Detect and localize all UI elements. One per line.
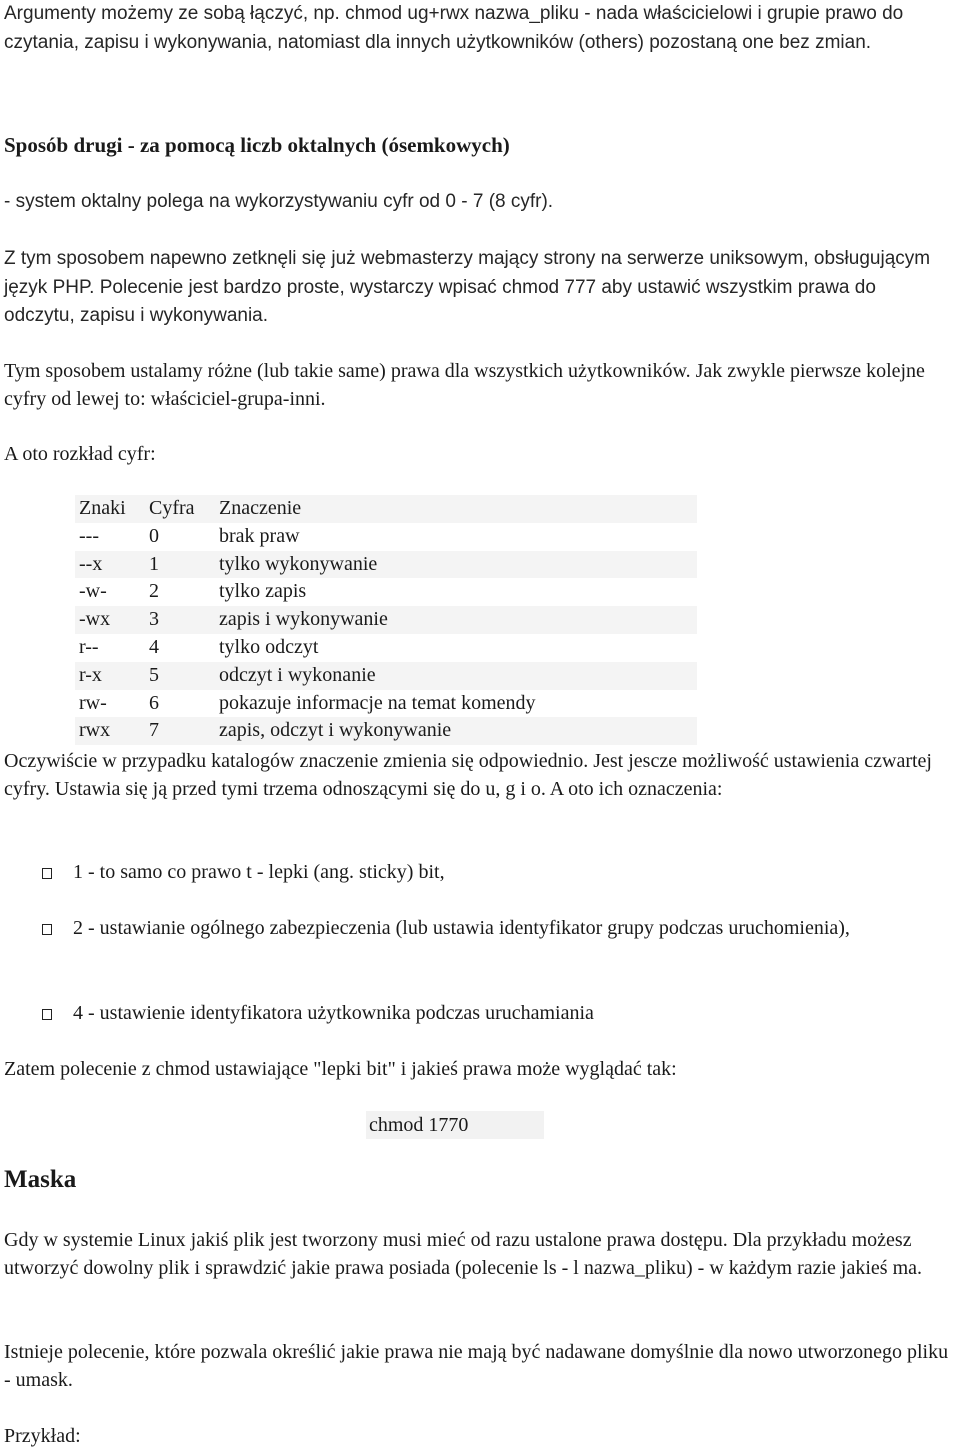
table-cell: tylko wykonywanie <box>215 551 697 579</box>
table-row <box>75 634 697 662</box>
table-cell: -wx <box>75 606 145 634</box>
table-cell: rwx <box>75 717 145 745</box>
table-row <box>75 662 697 690</box>
order-paragraph: Tym sposobem ustalamy różne (lub takie same) prawa dla wszystkich użytkowników. Jak zwykle pierwsze kolejne cyfry od lewej to: właściciel-grupa-inni. <box>4 360 925 410</box>
table-row <box>75 606 697 634</box>
table-cell: 7 <box>145 717 215 745</box>
list-item-text: 4 - ustawienie identyfikatora użytkownika podczas uruchamiania <box>73 1002 594 1024</box>
square-bullet-icon <box>42 1009 52 1020</box>
section-heading-octal: Sposób drugi - za pomocą liczb oktalnych (ósemkowych) <box>4 133 510 157</box>
table-cell: 3 <box>145 606 215 634</box>
table-cell: 0 <box>145 523 215 551</box>
octal-definition: - system oktalny polega na wykorzystywaniu cyfr od 0 - 7 (8 cyfr). <box>4 191 554 212</box>
example-label: Przykład: <box>4 1425 81 1447</box>
table-header-row <box>75 495 697 523</box>
after-table-paragraph: Oczywiście w przypadku katalogów znaczenie zmienia się odpowiednio. Jest jescze możliwość ustawienia czwartej cyfry. Ustawia się ją przed tymi trzema odnoszącymi się do u, g i o. A oto ich oznaczenia: <box>4 750 932 800</box>
table-row <box>75 690 697 718</box>
table-cell: --x <box>75 551 145 579</box>
linux-paragraph: Gdy w systemie Linux jakiś plik jest tworzony musi mieć od razu ustalone prawa dostępu. Dla przykładu możesz utworzyć dowolny plik i sprawdzić jakie prawa posiada (polecenie ls - l nazwa_pliku) - w każdym razie jakieś ma. <box>4 1229 923 1279</box>
code-example: chmod 1770 <box>366 1111 544 1139</box>
table-cell: rw- <box>75 690 145 718</box>
table-intro: A oto rozkład cyfr: <box>4 443 156 465</box>
table-cell: pokazuje informacje na temat komendy <box>215 690 697 718</box>
table-header-cell: Znaczenie <box>215 495 697 523</box>
table-cell: r-x <box>75 662 145 690</box>
table-cell: zapis, odczyt i wykonywanie <box>215 717 697 745</box>
table-cell: 2 <box>145 578 215 606</box>
list-item-text: 2 - ustawianie ogólnego zabezpieczenia (lub ustawia identyfikator grupy podczas uruchomienia), <box>73 917 850 939</box>
table-cell: 5 <box>145 662 215 690</box>
square-bullet-icon <box>42 868 52 879</box>
php-paragraph: Z tym sposobem napewno zetknęli się już webmasterzy mający strony na serwerze uniksowym, obsługującym język PHP. Polecenie jest bardzo proste, wystarczy wpisać chmod 777 aby ustawić wszystkim prawa do odczytu, zapisu i wykonywania. <box>4 248 931 326</box>
table-cell: brak praw <box>215 523 697 551</box>
table-header-cell: Znaki <box>75 495 145 523</box>
zatem-paragraph: Zatem polecenie z chmod ustawiające "lepki bit" i jakieś prawa może wyglądać tak: <box>4 1058 677 1080</box>
table-cell: odczyt i wykonanie <box>215 662 697 690</box>
table-cell: tylko odczyt <box>215 634 697 662</box>
list-item-text: 1 - to samo co prawo t - lepki (ang. sticky) bit, <box>73 861 445 883</box>
table-row <box>75 523 697 551</box>
square-bullet-icon <box>42 924 52 935</box>
table-cell: -w- <box>75 578 145 606</box>
permissions-table <box>75 495 697 745</box>
intro-paragraph: Argumenty możemy ze sobą łączyć, np. chmod ug+rwx nazwa_pliku - nada właścicielowi i grupie prawo do czytania, zapisu i wykonywania, natomiast dla innych użytkowników (others) pozostaną one bez zmian. <box>4 3 904 53</box>
table-row <box>75 551 697 579</box>
table-row <box>75 578 697 606</box>
table-cell: 4 <box>145 634 215 662</box>
table-cell: 1 <box>145 551 215 579</box>
table-cell: r-- <box>75 634 145 662</box>
section-heading-mask: Maska <box>4 1166 77 1193</box>
table-cell: 6 <box>145 690 215 718</box>
table-cell: --- <box>75 523 145 551</box>
umask-paragraph: Istnieje polecenie, które pozwala określić jakie prawa nie mają być nadawane domyślnie dla nowo utworzonego pliku - umask. <box>4 1341 949 1391</box>
table-row <box>75 717 697 745</box>
table-cell: tylko zapis <box>215 578 697 606</box>
table-header-cell: Cyfra <box>145 495 215 523</box>
table-cell: zapis i wykonywanie <box>215 606 697 634</box>
